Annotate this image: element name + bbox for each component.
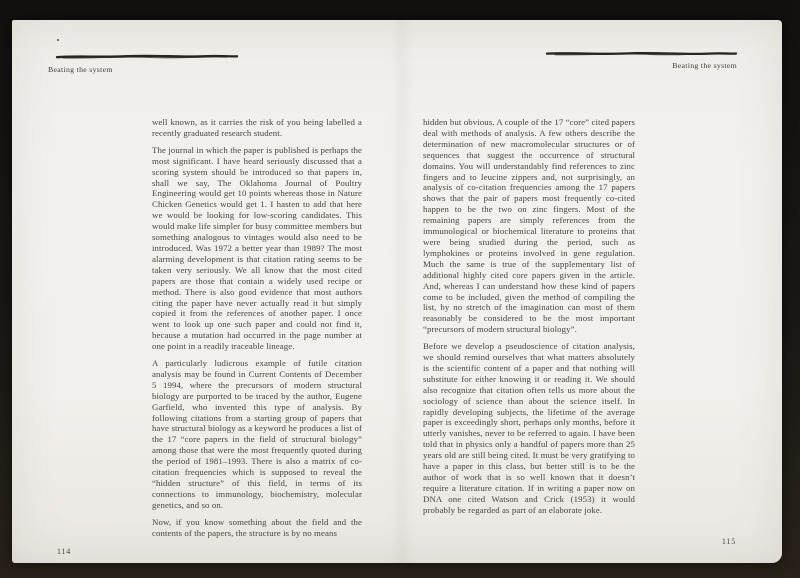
body-paragraph: well known, as it carries the risk of you being labelled a recently graduated research student.	[152, 117, 362, 138]
running-header-left: Beating the system	[48, 65, 113, 74]
body-paragraph: hidden but obvious. A couple of the 17 “core” cited papers deal with methods of analysis. A few others describe the determination of new macromolecular structures or of sequences that suggest the occurrence of structural domains. You will understandably find references to zinc fingers and to leucine zippers and, not surprisingly, an analysis of co-citation frequencies among the 17 papers shows that the pair of papers most frequently co-cited happen to be the two on zinc fingers. Most of the remaining papers are simply references from the immunological or biochemical literature to proteins that were being studied during the period, such as lymphokines or proteins involved in gene regulation. Much the same is true of the supplementary list of additional highly cited core papers given in the article. And, whereas I can understand how these kind of papers come to be included, given the method of compiling the list, by no stretch of the imagination can most of them reasonably be considered to be the most important “precursors of modern structural biology”.	[423, 117, 635, 335]
text-column-right	[423, 117, 635, 516]
body-paragraph: The journal in which the paper is published is perhaps the most significant. I have heard seriously discussed that a scoring system should be introduced so that papers in, shall we say, The Oklahoma Journal of Poultry Engineering would get 10 points whereas those in Nature Chicken Genetics would get 1. I hasten to add that here we would be looking for low-scoring candidates. This would make life simpler for busy committee members but something analogous to vintages would also need to be introduced. Was 1972 a better year than 1989? The most alarming development is that citation rating seems to be taken very seriously. We all know that the most cited papers are those that contain a widely used recipe or method. There is also good evidence that most authors citing the paper have never actually read it but simply copied it from the references of another paper. I once went to look up one such paper and could not find it, because a mutation had occurred in the page number at one point in a readily traceable lineage.	[152, 144, 362, 352]
ink-speck	[57, 39, 59, 41]
book-spine	[390, 20, 414, 563]
text-column-left	[152, 117, 362, 539]
body-paragraph: Now, if you know something about the field and the contents of the papers, the structure is by no means	[152, 516, 362, 538]
page-number-right: 115	[721, 537, 736, 546]
page-number-left: 114	[57, 547, 72, 556]
header-scribble-line-left	[55, 52, 239, 61]
running-header-right: Beating the system	[672, 61, 737, 70]
body-paragraph: A particularly ludicrous example of futile citation analysis may be found in Current Contents of December 5 1994, where the precursors of modern structural biology are purported to be traced by the author, Eugene Garfield, who invented this type of analysis. By following citations from a starting group of papers that have structural biology as a keyword he produces a list of the 17 “core papers in the field of structural biology” among those that were the most frequently quoted during the period of 1981–1993. There is also a matrix of co-citation frequencies which is supposed to reveal the “hidden structure” of this field, in terms of its connections to immunology, biochemistry, molecular genetics, and so on.	[152, 358, 362, 510]
header-scribble-line-right	[545, 49, 738, 58]
book-spread	[12, 20, 782, 563]
body-paragraph: Before we develop a pseudoscience of citation analysis, we should remind ourselves that what matters absolutely is the scientific content of a paper and that nothing will substitute for either knowing it or reading it. We should also recognize that citation often tells us more about the sociology of science than about the science itself. In rapidly developing subjects, the lifetime of the average paper is exceedingly short, perhaps only months, before it utterly vanishes, never to be referred to again. I have been told that in physics only a handful of papers more than 25 years old are still being cited. It must be very gratifying to have a paper in this class, but better still is to be the author of work that is so well known that it doesn’t require a literature citation. If in writing a paper now on DNA one cited Watson and Crick (1953) it would probably be regarded as part of an elaborate joke.	[423, 341, 635, 515]
